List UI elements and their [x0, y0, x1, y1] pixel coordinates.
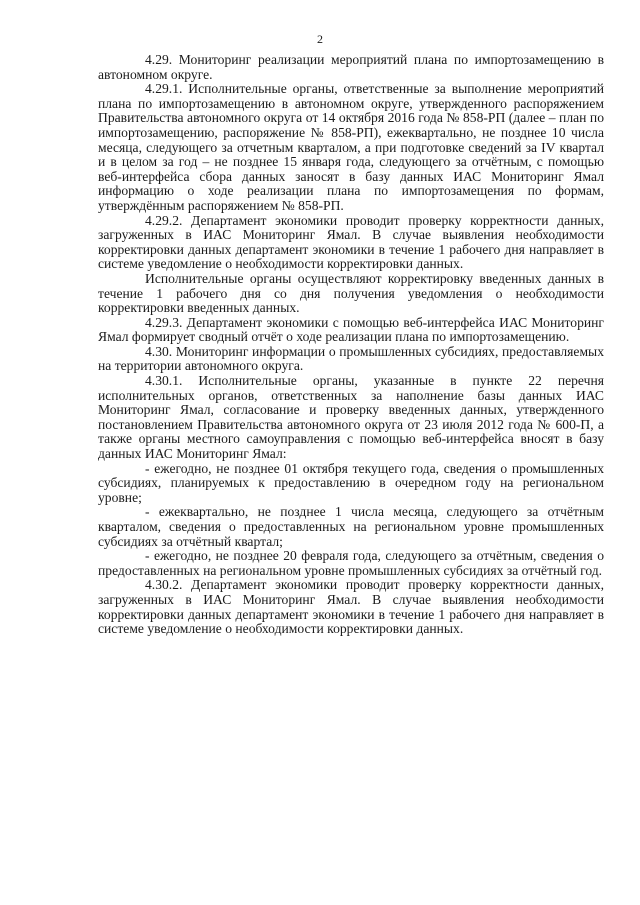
list-item-yearly-report: - ежегодно, не позднее 20 февраля года, следующего за отчётным, сведения о предоставленных на региональном уровне промышленных субсидиях за отчётный год. [98, 548, 604, 578]
paragraph-4-29-3: 4.29.3. Департамент экономики с помощью веб-интерфейса ИАС Мониторинг Ямал формирует сводный отчёт о ходе реализации плана по импортозамещению. [98, 314, 604, 345]
paragraph-4-30: 4.30. Мониторинг информации о промышленных субсидиях, предоставляемых на территории автономного округа. [98, 343, 604, 374]
list-item-annual: - ежегодно, не позднее 01 октября текущего года, сведения о промышленных субсидиях, планируемых к предоставлению в очередном году на региональном уровне; [98, 460, 604, 505]
list-item-quarterly: - ежеквартально, не позднее 1 числа месяца, следующего за отчётным кварталом, сведения о предоставленных на региональном уровне промышленных субсидиях за отчётный квартал; [98, 504, 604, 549]
paragraph-4-29: 4.29. Мониторинг реализации мероприятий плана по импортозамещению в автономном округе. [98, 52, 604, 82]
page-number: 2 [317, 32, 323, 46]
paragraph-4-30-1: 4.30.1. Исполнительные органы, указанные в пункте 22 перечня исполнительных органов, ответственных за наполнение базы данных ИАС Мониторинг Ямал, согласование и проверку введенных данных, утвержденного постановлением Правительства автономного округа от 23 июля 2012 года № 600-П, а также органы местного самоуправления с помощью веб-интерфейса вносят в базу данных ИАС Мониторинг Ямал: [98, 373, 604, 462]
paragraph-4-29-1: 4.29.1. Исполнительные органы, ответственные за выполнение мероприятий плана по импортозамещению в автономном округе, утвержденного распоряжением Правительства автономного округа от 14 октября 2016 года № 858-РП (далее – план по импортозамещению, распоряжение № 858-РП), ежеквартально, не позднее 10 числа месяца, следующего за отчетным кварталом, а при подготовке сведений за IV квартал и в целом за год – не позднее 15 января года, следующего за отчётным, с помощью веб-интерфейса сбора данных заносят в базу данных ИАС Мониторинг Ямал информацию о ходе реализации плана по импортозамещения по формам, утверждённым распоряжением № 858-РП. [98, 81, 604, 213]
paragraph-4-29-2: 4.29.2. Департамент экономики проводит проверку корректности данных, загруженных в ИАС Мониторинг Ямал. В случае выявления необходимости корректировки данных департамент экономики в течение 1 рабочего дня направляет в системе уведомление о необходимости корректировки данных. [98, 212, 604, 272]
document-body [98, 53, 604, 637]
paragraph-4-30-2: 4.30.2. Департамент экономики проводит проверку корректности данных, загруженных в ИАС Мониторинг Ямал. В случае выявления необходимости корректировки данных департамент экономики в течение 1 рабочего дня направляет в системе уведомление о необходимости корректировки данных. [98, 577, 604, 637]
paragraph-correction-note: Исполнительные органы осуществляют корректировку введенных данных в течение 1 рабочего дня со дня получения уведомления о необходимости корректировки введенных данных. [98, 270, 604, 316]
